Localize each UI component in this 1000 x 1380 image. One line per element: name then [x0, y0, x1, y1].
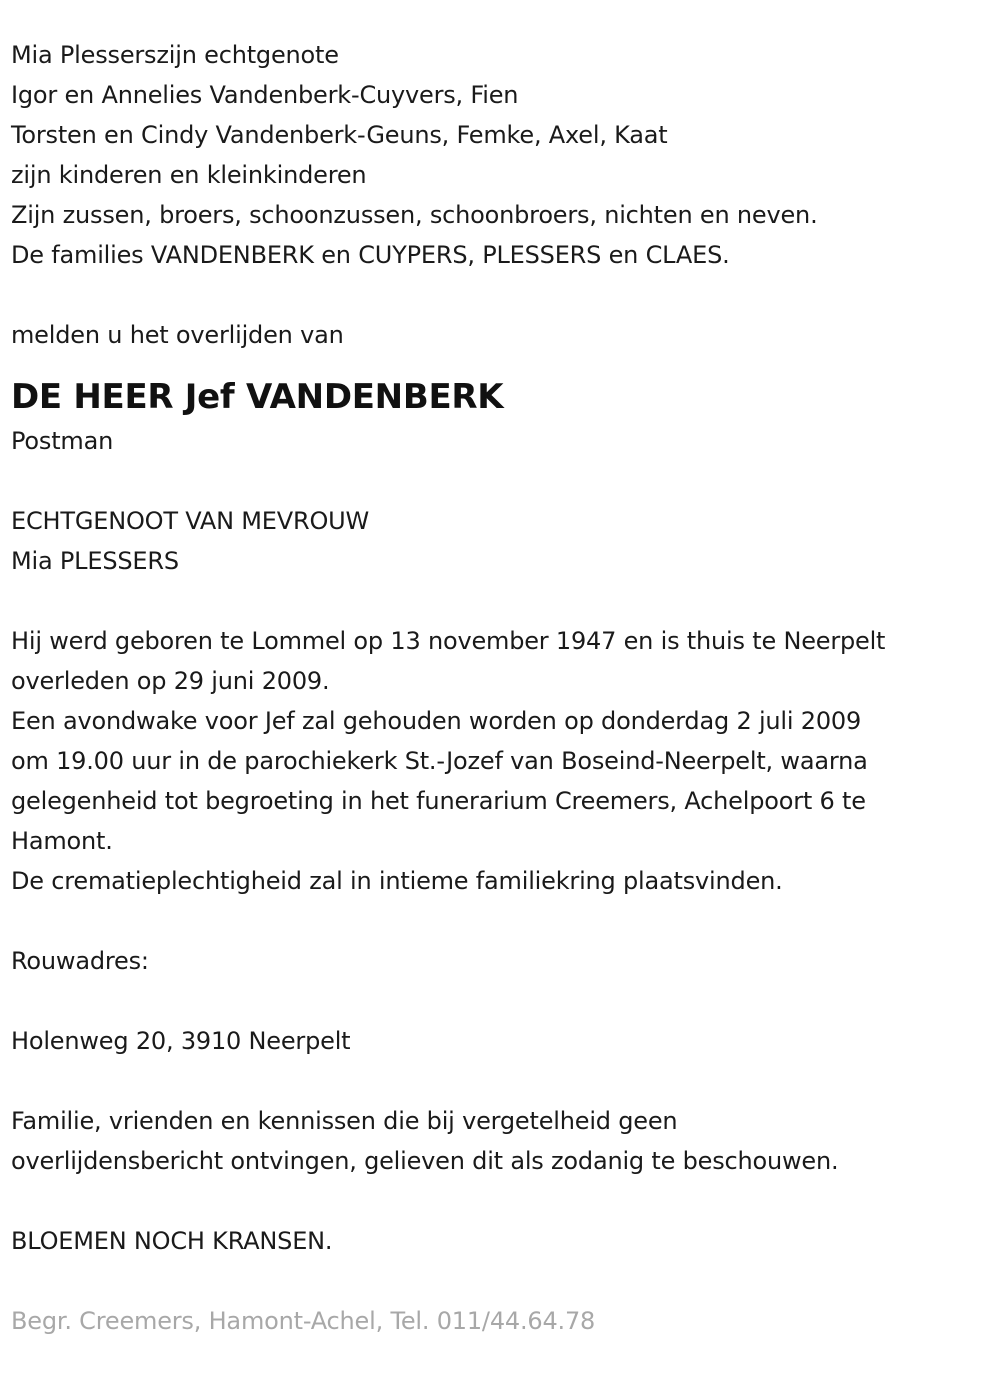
obituary-notice [11, 35, 996, 1341]
details-line-birth: Hij werd geboren te Lommel op 13 november 1947 en is thuis te Neerpelt [11, 627, 886, 655]
announcement-text: melden u het overlijden van [11, 321, 344, 349]
notice-block [11, 1101, 996, 1181]
family-line-siblings: Zijn zussen, broers, schoonzussen, schoonbroers, nichten en neven. [11, 201, 818, 229]
family-line-spouse: Mia Plesserszijn echtgenote [11, 41, 339, 69]
details-line-city: Hamont. [11, 827, 113, 855]
spacer [11, 1181, 996, 1221]
details-line-death: overleden op 29 juni 2009. [11, 667, 330, 695]
deceased-name: DE HEER Jef VANDENBERK [11, 377, 504, 417]
spacer [11, 275, 996, 315]
spacer [11, 901, 996, 941]
family-line-families: De families VANDENBERK en CUYPERS, PLESSERS en CLAES. [11, 241, 730, 269]
family-line-children-label: zijn kinderen en kleinkinderen [11, 161, 367, 189]
flowers-notice: BLOEMEN NOCH KRANSEN. [11, 1227, 333, 1255]
family-block [11, 35, 996, 275]
details-line-wake: Een avondwake voor Jef zal gehouden worden op donderdag 2 juli 2009 [11, 707, 862, 735]
spacer [11, 581, 996, 621]
address-value: Holenweg 20, 3910 Neerpelt [11, 1027, 351, 1055]
spouse-name: Mia PLESSERS [11, 547, 179, 575]
details-line-cremation: De crematieplechtigheid zal in intieme familiekring plaatsvinden. [11, 867, 783, 895]
details-line-wake-location: om 19.00 uur in de parochiekerk St.-Jozef van Boseind-Neerpelt, waarna [11, 747, 868, 775]
spacer [11, 1261, 996, 1301]
details-block [11, 621, 996, 901]
address-label: Rouwadres: [11, 947, 149, 975]
spacer [11, 1061, 996, 1101]
family-line-child-1: Igor en Annelies Vandenberk-Cuyvers, Fien [11, 81, 519, 109]
notice-line-2: overlijdensbericht ontvingen, gelieven dit als zodanig te beschouwen. [11, 1147, 839, 1175]
notice-line-1: Familie, vrienden en kennissen die bij vergetelheid geen [11, 1107, 678, 1135]
details-line-visitation: gelegenheid tot begroeting in het funerarium Creemers, Achelpoort 6 te [11, 787, 866, 815]
family-line-child-2: Torsten en Cindy Vandenberk-Geuns, Femke, Axel, Kaat [11, 121, 668, 149]
funeral-home-footer: Begr. Creemers, Hamont-Achel, Tel. 011/44.64.78 [11, 1307, 596, 1335]
spacer [11, 981, 996, 1021]
spouse-label: ECHTGENOOT VAN MEVROUW [11, 507, 370, 535]
spacer [11, 461, 996, 501]
deceased-profession: Postman [11, 427, 114, 455]
